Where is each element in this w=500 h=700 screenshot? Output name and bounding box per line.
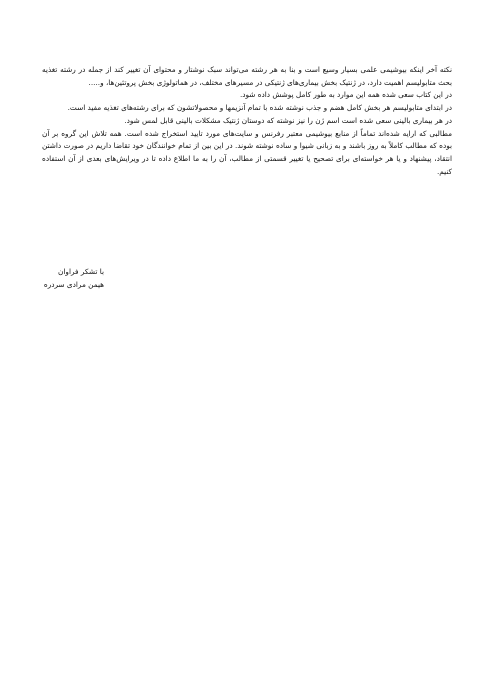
paragraph-clinical: در هر بیماری بالینی سعی شده است اسم ژن را نیز نوشته که دوستان ژنتیک مشکلات بالینی قابل لمس شود. xyxy=(124,115,452,125)
paragraph-coverage: در این کتاب سعی شده همه این موارد به طور کامل پوشش داده شود. xyxy=(239,90,452,100)
signature-block xyxy=(44,266,104,291)
signature-author: هیمن مرادی سردره xyxy=(43,279,104,289)
body-text xyxy=(42,64,452,178)
paragraph-sources: مطالبی که ارایه شده‌اند تماماً از منابع بیوشیمی معتبر رفرنس و سایت‌های مورد تایید استخراج شده است. همه تلاش این گروه بر آن بوده که مطالب کاملاً به روز باشند و به زبانی شیوا و ساده نوشته شوند. در این بین از تمام خوانندگان خود تقاضا داریم در صورت داشتن انتقاد، پیشنهاد و یا هر خواسته‌ای برای تصحیح یا تغییر قسمتی از مطالب، آن را به ما اطلاع داده تا در ویرایش‌های بعدی از آن استفاده کنیم. xyxy=(42,128,452,176)
paragraph-intro: نکته آخر اینکه بیوشیمی علمی بسیار وسیع است و بنا به هر رشته می‌تواند سبک نوشتار و محتوای آن تغییر کند از جمله در رشته تغذیه بحث متابولیسم اهمیت دارد، در ژنتیک بخش بیماری‌های ژنتیکی در مسیرهای مختلف، در هماتولوژی بخش پروتئین‌ها، و..... xyxy=(42,65,452,87)
paragraph-metabolism: در ابتدای متابولیسم هر بخش کامل هضم و جذب نوشته شده با تمام آنزیمها و محصولاتشون که برای رشته‌های تغذیه مفید است. xyxy=(67,103,452,113)
signature-closing: با تشکر فراوان xyxy=(58,267,104,276)
